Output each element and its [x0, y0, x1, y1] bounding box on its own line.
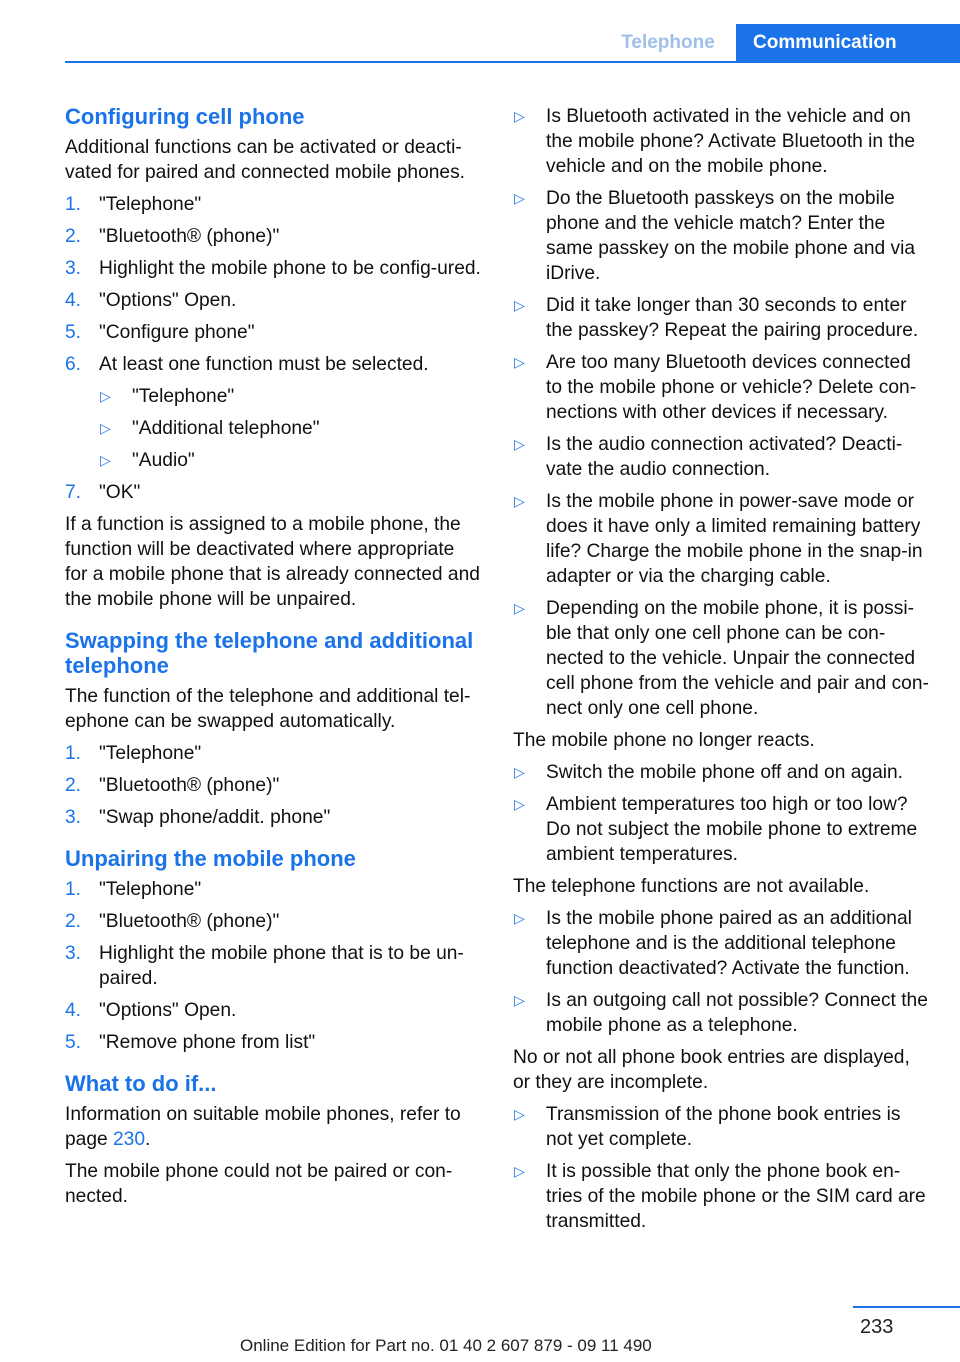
sub-options-list — [99, 384, 481, 473]
triangle-bullet-icon: ▷ — [514, 297, 525, 313]
triangle-bullet-icon: ▷ — [514, 910, 525, 926]
triangle-bullet-icon: ▷ — [514, 796, 525, 812]
list-item — [513, 432, 931, 482]
step-text: "Remove phone from list" — [99, 1032, 316, 1053]
tab-communication[interactable]: Communication — [736, 24, 960, 62]
list-item — [65, 480, 481, 505]
step-text: "Options" Open. — [99, 1000, 237, 1021]
page-number: 233 — [860, 1316, 894, 1338]
list-item — [513, 350, 931, 425]
steps-configuring — [65, 192, 481, 505]
checklist-pairing — [513, 104, 931, 721]
check-text: Is the audio connection activated? Deacti-vate the audio connection. — [546, 434, 903, 480]
list-item — [513, 596, 931, 721]
case-not-paired: The mobile phone could not be paired or con-nected. — [65, 1161, 453, 1207]
check-text: Is an outgoing call not possible? Connect the mobile phone as a telephone. — [546, 990, 928, 1036]
step-text: "Bluetooth® (phone)" — [99, 911, 280, 932]
step-number: 3. — [65, 943, 82, 964]
step-number: 5. — [65, 1032, 82, 1053]
step-number: 3. — [65, 807, 82, 828]
step-text: "Telephone" — [99, 194, 202, 215]
check-text: Do the Bluetooth passkeys on the mobile phone and the vehicle match? Enter the same passkey on the mobile phone and via iDrive. — [546, 188, 916, 284]
list-item — [65, 773, 481, 798]
list-item — [65, 805, 481, 830]
step-text: "Bluetooth® (phone)" — [99, 775, 280, 796]
step-text: "Options" Open. — [99, 290, 237, 311]
right-column — [513, 104, 931, 1241]
list-item — [513, 104, 931, 179]
triangle-bullet-icon: ▷ — [514, 992, 525, 1008]
triangle-bullet-icon: ▷ — [514, 436, 525, 452]
check-text: Did it take longer than 30 seconds to enter the passkey? Repeat the pairing procedure. — [546, 295, 919, 341]
list-item — [513, 988, 931, 1038]
page-reference-link[interactable]: 230 — [113, 1129, 146, 1150]
list-item — [65, 224, 481, 249]
triangle-bullet-icon: ▷ — [514, 493, 525, 509]
list-item — [65, 1030, 481, 1055]
check-text: Is the mobile phone in power-save mode or does it have only a limited remaining battery life? Charge the mobile phone in the snap-in adapter or via the charging cable. — [546, 491, 923, 587]
option-text: "Additional telephone" — [132, 418, 320, 439]
list-item — [99, 384, 481, 409]
check-text: Depending on the mobile phone, it is possi-ble that only one cell phone can be con-nected to the vehicle. Unpair the connected cell phone from the vehicle and pair and con-nect only one cell phone. — [546, 598, 929, 719]
checklist-no-reaction — [513, 760, 931, 867]
check-text: Transmission of the phone book entries is not yet complete. — [546, 1104, 901, 1150]
list-item — [513, 293, 931, 343]
step-text: "OK" — [99, 482, 141, 503]
case-functions-unavailable: The telephone functions are not available. — [513, 876, 870, 897]
steps-unpairing — [65, 877, 481, 1055]
case-phone-book: No or not all phone book entries are displayed, or they are incomplete. — [513, 1047, 910, 1093]
tab-telephone[interactable]: Telephone — [621, 32, 715, 53]
step-number: 2. — [65, 226, 82, 247]
triangle-bullet-icon: ▷ — [100, 420, 111, 436]
list-item — [65, 288, 481, 313]
list-item — [513, 489, 931, 589]
triangle-bullet-icon: ▷ — [514, 764, 525, 780]
list-item — [65, 998, 481, 1023]
triangle-bullet-icon: ▷ — [100, 452, 111, 468]
step-text: "Telephone" — [99, 879, 202, 900]
list-item — [65, 941, 481, 991]
triangle-bullet-icon: ▷ — [514, 354, 525, 370]
section-title-unpairing: Unpairing the mobile phone — [65, 846, 356, 871]
triangle-bullet-icon: ▷ — [514, 1106, 525, 1122]
step-number: 4. — [65, 1000, 82, 1021]
list-item — [65, 352, 481, 377]
section-title-swapping: Swapping the telephone and additional telephone — [65, 628, 474, 678]
list-item — [65, 909, 481, 934]
list-item — [99, 416, 481, 441]
footer-rule — [853, 1306, 960, 1308]
list-item — [99, 448, 481, 473]
option-text: "Audio" — [132, 450, 195, 471]
case-no-reaction: The mobile phone no longer reacts. — [513, 730, 815, 751]
header-rule — [65, 61, 960, 63]
list-item — [513, 760, 931, 785]
list-item — [65, 877, 481, 902]
list-item — [65, 256, 481, 281]
left-column — [65, 104, 481, 1216]
list-item — [513, 1159, 931, 1234]
checklist-phone-book — [513, 1102, 931, 1234]
check-text: Are too many Bluetooth devices connected to the mobile phone or vehicle? Delete con-nections with other devices if necessary. — [546, 352, 917, 423]
steps-swapping — [65, 741, 481, 830]
step-text: Highlight the mobile phone that is to be un-paired. — [99, 943, 464, 989]
step-number: 7. — [65, 482, 82, 503]
check-text: Switch the mobile phone off and on again. — [546, 762, 904, 783]
triangle-bullet-icon: ▷ — [514, 600, 525, 616]
checklist-functions — [513, 906, 931, 1038]
triangle-bullet-icon: ▷ — [514, 1163, 525, 1179]
list-item — [65, 192, 481, 217]
edition-note: Online Edition for Part no. 01 40 2 607 879 - 09 11 490 — [240, 1336, 652, 1355]
section-title-what-to-do: What to do if... — [65, 1071, 217, 1096]
step-number: 2. — [65, 775, 82, 796]
list-item — [513, 906, 931, 981]
step-number: 6. — [65, 354, 82, 375]
step-number: 5. — [65, 322, 82, 343]
intro-text: Information on suitable mobile phones, refer to page — [65, 1104, 461, 1150]
list-item — [513, 792, 931, 867]
triangle-bullet-icon: ▷ — [514, 108, 525, 124]
step-text: "Configure phone" — [99, 322, 255, 343]
intro-what-to-do — [65, 1102, 481, 1152]
triangle-bullet-icon: ▷ — [100, 388, 111, 404]
list-item — [513, 186, 931, 286]
step-text: "Telephone" — [99, 743, 202, 764]
option-text: "Telephone" — [132, 386, 235, 407]
intro-configuring: Additional functions can be activated or deacti-vated for paired and connected mobile phones. — [65, 137, 466, 183]
triangle-bullet-icon: ▷ — [514, 190, 525, 206]
step-number: 3. — [65, 258, 82, 279]
step-number: 1. — [65, 194, 82, 215]
step-text: Highlight the mobile phone to be config-ured. — [99, 258, 481, 279]
list-item — [513, 1102, 931, 1152]
intro-swapping: The function of the telephone and additional tel-ephone can be swapped automatically. — [65, 686, 471, 732]
step-number: 2. — [65, 911, 82, 932]
check-text: It is possible that only the phone book en-tries of the mobile phone or the SIM card are transmitted. — [546, 1161, 926, 1232]
note-configuring: If a function is assigned to a mobile phone, the function will be deactivated where appropriate for a mobile phone that is already connected and the mobile phone will be unpaired. — [65, 514, 480, 610]
check-text: Ambient temperatures too high or too low? Do not subject the mobile phone to extreme ambient temperatures. — [546, 794, 918, 865]
step-text: "Bluetooth® (phone)" — [99, 226, 280, 247]
step-text: At least one function must be selected. — [99, 354, 429, 375]
check-text: Is the mobile phone paired as an additional telephone and is the additional telephone function deactivated? Activate the function. — [546, 908, 912, 979]
step-number: 1. — [65, 743, 82, 764]
step-text: "Swap phone/addit. phone" — [99, 807, 331, 828]
check-text: Is Bluetooth activated in the vehicle and on the mobile phone? Activate Bluetooth in the vehicle and on the mobile phone. — [546, 106, 916, 177]
intro-text-end: . — [145, 1129, 151, 1150]
step-number: 4. — [65, 290, 82, 311]
section-title-configuring: Configuring cell phone — [65, 104, 305, 129]
step-number: 1. — [65, 879, 82, 900]
list-item — [65, 320, 481, 345]
list-item — [65, 741, 481, 766]
